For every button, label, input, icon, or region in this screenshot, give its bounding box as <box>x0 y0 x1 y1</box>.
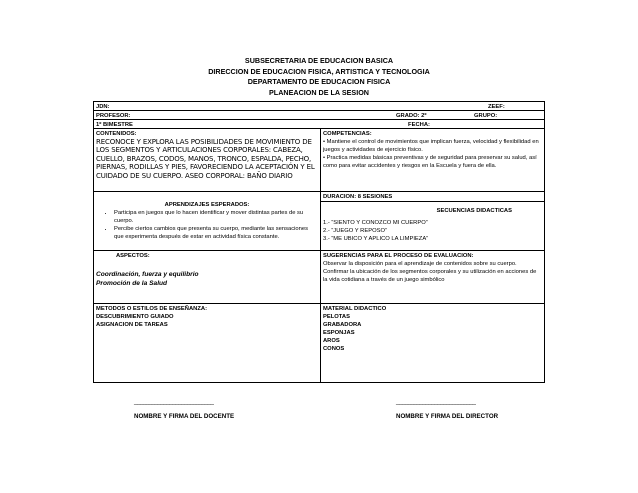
secuencia-item: 1.- “SIENTO Y CONOZCO MI CUERPO” <box>323 220 428 226</box>
material-item: CONOS <box>323 346 345 352</box>
competencia-item: • Mantiene el control de movimientos que implican fuerza, velocidad y flexibilidad en juegos y actividades de ejercicio físico. <box>323 139 539 153</box>
signature-line: ___________________________ <box>396 398 476 405</box>
material-item: AROS <box>323 338 340 344</box>
header-line-3: DEPARTAMENTO DE EDUCACION FISICA <box>247 77 391 86</box>
profesor-field: PROFESOR: <box>96 113 131 119</box>
sugerencias-cell <box>321 251 544 303</box>
jdn-field: JDN: <box>96 104 110 110</box>
signature-director-label: NOMBRE Y FIRMA DEL DIRECTOR <box>396 413 499 420</box>
metodo-item: ASIGNACION DE TAREAS <box>96 322 168 328</box>
material-item: PELOTAS <box>323 314 350 320</box>
sugerencia-text: Confirmar la ubicación de los segmentos corporales y su utilización en acciones de la vida cotidiana a través de un juego simbólico <box>323 269 537 283</box>
signature-director <box>396 398 498 420</box>
aprendizajes-cell <box>94 192 321 250</box>
aspecto-item: Coordinación, fuerza y equilibrio <box>96 271 199 278</box>
document-header <box>0 56 638 98</box>
aprendizajes-label: APRENDIZAJES ESPERADOS: <box>164 202 250 208</box>
header-line-2: DIRECCION DE EDUCACION FISICA, ARTISTICA Y TECNOLOGIA <box>208 66 430 76</box>
aprendizaje-item: • Percibe ciertos cambios que presenta su cuerpo, mediante las sensaciones que experimenta después de estar en actividad física constante. <box>114 225 318 241</box>
material-cell <box>321 304 544 382</box>
metodo-item: DESCUBRIMIENTO GUIADO <box>96 314 174 320</box>
secuencias-label: SECUENCIAS DIDACTICAS <box>436 208 512 214</box>
metodos-label: METODOS O ESTILOS DE ENSEÑANZA: <box>96 306 208 312</box>
competencia-item: • Practica medidas básicas preventivas y de seguridad para preservar su salud, así como para evitar accidentes y riesgos en la Escuela y fuera de ella. <box>323 155 537 169</box>
competencias-label: COMPETENCIAS: <box>323 131 372 137</box>
header-line-4: PLANEACION DE LA SESION <box>269 87 369 97</box>
grado-field: GRADO: 2º <box>396 113 427 119</box>
row-jdn <box>94 102 544 111</box>
zeef-field: ZEEF: <box>488 104 505 110</box>
grupo-field: GRUPO: <box>474 113 498 119</box>
signature-line: ___________________________ <box>134 398 214 405</box>
contenidos-label: CONTENIDOS: <box>96 131 137 137</box>
header-line-1: SUBSECRETARIA DE EDUCACION BASICA <box>244 56 394 65</box>
row-bimestre <box>94 120 544 129</box>
aspectos-cell <box>94 251 321 303</box>
secuencia-item: 3.- “ME UBICO Y APLICO LA LIMPIEZA” <box>323 236 429 242</box>
metodos-cell <box>94 304 321 382</box>
aprendizaje-item: • Participa en juegos que lo hacen identificar y mover distintas partes de su cuerpo. <box>114 209 318 225</box>
secuencia-item: 2.- “JUEGO Y REPOSO” <box>323 228 387 234</box>
row-metodos <box>94 304 544 382</box>
contenidos-cell <box>94 129 321 191</box>
sugerencia-text: Observar la disposición para el aprendizaje de contenidos sobre su cuerpo. <box>323 261 517 267</box>
competencias-cell <box>321 129 544 191</box>
duracion-secuencias-cell <box>321 192 544 250</box>
fecha-field: FECHA: <box>408 122 430 128</box>
aspecto-item: Promoción de la Salud <box>96 280 168 287</box>
material-item: ESPONJAS <box>323 330 355 336</box>
bimestre-field: 1º BIMESTRE <box>96 122 133 128</box>
row-contenidos <box>94 129 544 192</box>
aspectos-label: ASPECTOS: <box>116 253 150 259</box>
contenidos-text: RECONOCE Y EXPLORA LAS POSIBILIDADES DE MOVIMIENTO DE LOS SEGMENTOS Y ARTICULACIONES CORPORALES: CABEZA, CUELLO, BRAZOS, CODOS, MANOS, TRONCO, ESPALDA, PECHO, PIERNAS, RODILLAS Y PIES, FAVORECIENDO LA ACEPTACIÓN Y EL CUIDADO DE SU CUERPO. ASEO CORPORAL: BAÑO DIARIO <box>96 138 315 180</box>
secuencias-cell <box>321 202 544 244</box>
sugerencias-label: SUGERENCIAS PARA EL PROCESO DE EVALUACION: <box>323 253 474 259</box>
material-label: MATERIAL DIDACTICO <box>323 306 387 312</box>
duracion-field: DURACION: 8 SESIONES <box>321 192 544 202</box>
session-plan-table <box>93 101 545 383</box>
row-profesor <box>94 111 544 120</box>
signature-docente-label: NOMBRE Y FIRMA DEL DOCENTE <box>134 413 235 420</box>
row-aprendizajes <box>94 192 544 251</box>
row-aspectos <box>94 251 544 304</box>
signature-docente <box>134 398 234 420</box>
material-item: GRABADORA <box>323 322 362 328</box>
